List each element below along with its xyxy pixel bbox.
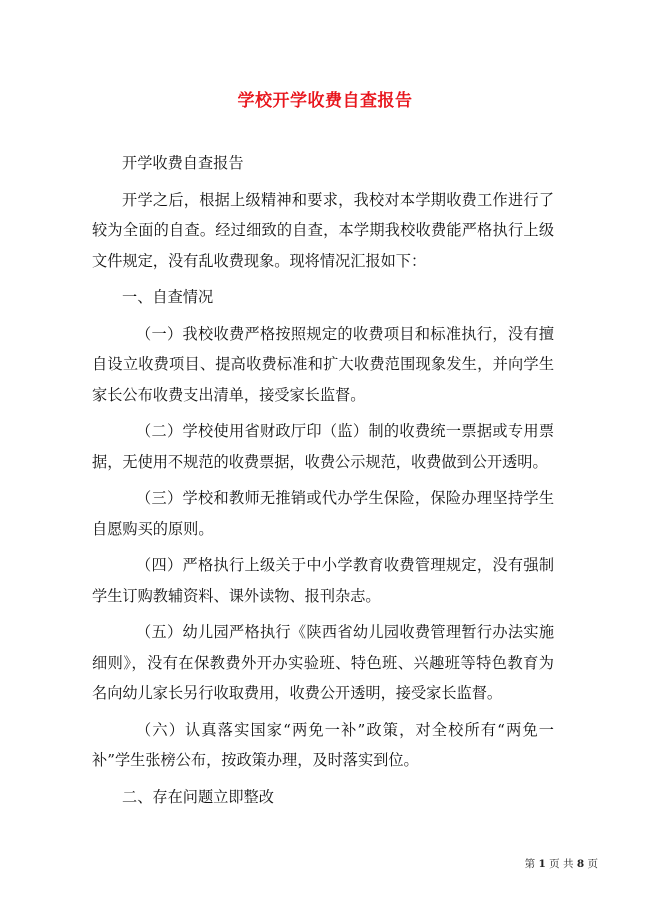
section-heading-1: 一、自查情况 [122, 288, 214, 306]
paragraph-item-2: （二）学校使用省财政厅印（监）制的收费统一票据或专用票据，无使用不规范的收费票据，收费公示规范，收费做到公开透明。 [92, 422, 554, 471]
document-title: 学校开学收费自查报告 [237, 91, 413, 111]
paragraph-subtitle: 开学收费自查报告 [122, 154, 244, 172]
page-footer [525, 856, 598, 871]
paragraph-item-4: （四）严格执行上级关于中小学教育收费管理规定，没有强制学生订购教辅资料、课外读物、报刊杂志。 [92, 556, 554, 605]
section-heading-2: 二、存在问题立即整改 [122, 787, 274, 806]
document-body [92, 148, 554, 818]
footer-suffix: 页 [587, 858, 598, 870]
footer-total-pages: 8 [576, 858, 585, 870]
paragraph-item-5: （五）幼儿园严格执行《陕西省幼儿园收费管理暂行办法实施细则》，没有在保教费外开办实验班、特色班、兴趣班等特色教育为名向幼儿家长另行收取费用，收费公开透明，接受家长监督。 [92, 623, 554, 702]
paragraph-item-3: （三）学校和教师无推销或代办学生保险，保险办理坚持学生自愿购买的原则。 [92, 489, 554, 538]
footer-page-number: 1 [538, 858, 546, 870]
paragraph-item-6: （六）认真落实国家“两免一补”政策，对全校所有“两免一补”学生张榜公布，按政策办理，及时落实到位。 [92, 720, 554, 769]
footer-prefix: 第 [524, 858, 536, 870]
paragraph-item-1: （一）我校收费严格按照规定的收费项目和标准执行，没有擅自设立收费项目、提高收费标准和扩大收费范围现象发生，并向学生家长公布收费支出清单，接受家长监督。 [92, 324, 554, 404]
footer-middle: 页 共 [549, 858, 574, 870]
paragraph-intro: 开学之后，根据上级精神和要求，我校对本学期收费工作进行了较为全面的自查。经过细致的自查，本学期我校收费能严格执行上级文件规定，没有乱收费现象。现将情况汇报如下： [92, 190, 554, 270]
